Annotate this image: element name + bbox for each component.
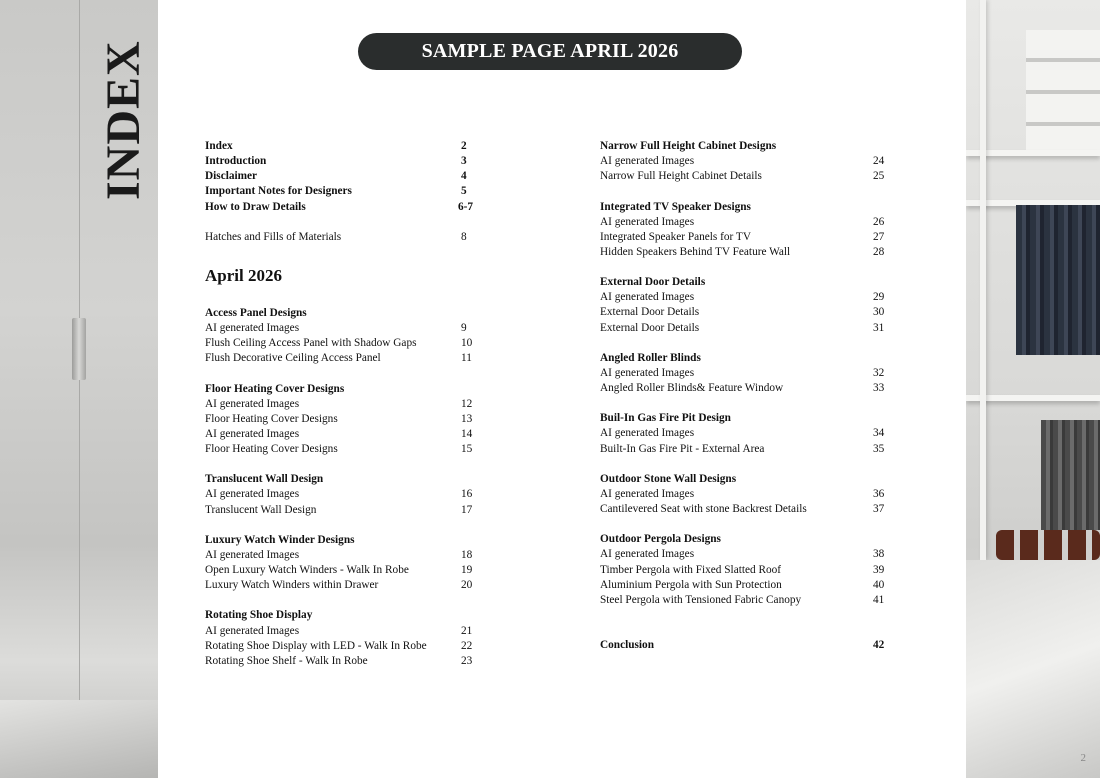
index-entry xyxy=(205,427,473,442)
spacer xyxy=(600,517,885,532)
entry-page-number xyxy=(873,351,885,366)
index-entry xyxy=(600,305,885,320)
index-entry xyxy=(600,366,885,381)
shelf xyxy=(966,395,1100,401)
entry-label: Rotating Shoe Shelf - Walk In Robe xyxy=(205,654,368,667)
index-entry xyxy=(600,169,885,184)
entry-page-number: 41 xyxy=(873,593,885,606)
index-entry xyxy=(600,154,885,169)
index-entry xyxy=(600,472,885,487)
section-heading: April 2026 xyxy=(205,265,282,285)
entry-label: AI generated Images xyxy=(205,488,300,501)
entry-page-number: 5 xyxy=(461,185,467,198)
spacer xyxy=(600,336,885,351)
spacer xyxy=(600,260,885,275)
entry-page-number: 11 xyxy=(461,352,472,365)
entry-label: AI generated Images xyxy=(600,427,695,440)
index-entry xyxy=(205,533,473,548)
entry-page-number: 33 xyxy=(873,382,885,394)
index-entry xyxy=(205,654,473,669)
entry-page-number: 2 xyxy=(461,140,467,152)
index-entry xyxy=(205,487,473,502)
spacer xyxy=(600,457,885,472)
entry-label: AI generated Images xyxy=(205,624,300,637)
door-handle xyxy=(72,318,86,380)
entry-label: AI generated Images xyxy=(600,155,695,168)
index-entry xyxy=(600,593,885,608)
index-left-column xyxy=(205,139,473,669)
entry-page-number xyxy=(461,608,473,623)
entry-page-number: 10 xyxy=(461,337,473,350)
entry-page-number: 31 xyxy=(873,321,885,334)
entry-label: AI generated Images xyxy=(600,487,695,500)
index-entry xyxy=(600,381,885,396)
entry-label: Open Luxury Watch Winders - Walk In Robe xyxy=(205,564,409,576)
spacer xyxy=(600,396,885,411)
entry-page-number: 12 xyxy=(461,397,473,410)
shoes xyxy=(996,530,1100,560)
index-right-column xyxy=(600,139,885,653)
entry-page-number: 13 xyxy=(461,412,473,425)
entry-label: Hidden Speakers Behind TV Feature Wall xyxy=(600,245,791,258)
index-entry xyxy=(600,563,885,578)
entry-page-number: 28 xyxy=(873,245,885,258)
entry-label: Disclaimer xyxy=(205,170,258,183)
entry-page-number xyxy=(461,533,473,548)
entry-page-number xyxy=(873,411,885,426)
entry-label: Floor Heating Cover Designs xyxy=(205,382,345,395)
entry-page-number xyxy=(461,382,473,397)
entry-label: External Door Details xyxy=(600,306,700,319)
index-entry xyxy=(600,411,885,426)
entry-page-number: 21 xyxy=(461,624,473,637)
entry-page-number: 19 xyxy=(461,564,473,576)
spacer xyxy=(600,623,885,638)
index-entry xyxy=(600,487,885,502)
entry-page-number: 42 xyxy=(873,639,885,652)
index-entry xyxy=(205,184,473,199)
spacer xyxy=(600,184,885,199)
entry-label: Angled Roller Blinds& Feature Window xyxy=(600,382,784,394)
entry-page-number: 35 xyxy=(873,442,885,455)
page-title-text: SAMPLE PAGE APRIL 2026 xyxy=(421,40,679,62)
entry-label: Angled Roller Blinds xyxy=(600,351,701,364)
entry-page-number: 30 xyxy=(873,306,885,319)
side-title: INDEX xyxy=(97,40,150,200)
entry-label: Integrated TV Speaker Designs xyxy=(600,200,751,213)
shelf xyxy=(966,150,1100,156)
index-entry xyxy=(600,321,885,336)
index-entry xyxy=(600,200,885,215)
spacer xyxy=(205,518,473,533)
entry-label: Outdoor Pergola Designs xyxy=(600,533,721,546)
entry-page-number: 24 xyxy=(873,155,885,168)
index-entry xyxy=(205,382,473,397)
index-entry xyxy=(205,321,473,336)
entry-label: Hatches and Fills of Materials xyxy=(205,230,342,243)
entry-page-number: 6-7 xyxy=(457,200,473,213)
entry-label: AI generated Images xyxy=(600,291,695,304)
entry-label: Narrow Full Height Cabinet Designs xyxy=(600,140,777,152)
entry-label: Integrated Speaker Panels for TV xyxy=(600,230,751,243)
index-entry xyxy=(205,336,473,351)
spacer xyxy=(205,215,473,230)
entry-page-number: 32 xyxy=(873,366,885,379)
spacer xyxy=(205,593,473,608)
spacer xyxy=(205,457,473,472)
entry-label: Timber Pergola with Fixed Slatted Roof xyxy=(600,563,782,576)
door-seam xyxy=(79,0,80,778)
entry-page-number: 40 xyxy=(873,578,885,591)
entry-label: Cantilevered Seat with stone Backrest Details xyxy=(600,503,807,515)
index-entry xyxy=(205,624,473,639)
entry-label: Conclusion xyxy=(600,639,654,652)
entry-label: Introduction xyxy=(205,155,267,168)
entry-page-number: 27 xyxy=(873,230,885,243)
index-entry xyxy=(600,426,885,441)
index-entry xyxy=(205,169,473,184)
entry-label: AI generated Images xyxy=(600,548,695,561)
index-entry xyxy=(600,275,885,290)
index-entry xyxy=(600,638,885,653)
entry-page-number: 4 xyxy=(461,170,467,183)
entry-page-number xyxy=(873,275,885,290)
entry-label: Important Notes for Designers xyxy=(205,185,352,198)
entry-label: How to Draw Details xyxy=(205,200,306,213)
entry-label: Buil-In Gas Fire Pit Design xyxy=(600,412,731,425)
entry-label: Built-In Gas Fire Pit - External Area xyxy=(600,442,765,455)
index-entry xyxy=(205,578,473,593)
entry-label: Luxury Watch Winders within Drawer xyxy=(205,579,379,592)
entry-page-number xyxy=(873,139,885,154)
entry-page-number: 39 xyxy=(873,563,885,576)
entry-page-number xyxy=(873,200,885,215)
index-entry xyxy=(205,639,473,654)
page-title xyxy=(358,33,742,70)
floor xyxy=(0,700,158,778)
entry-label: AI generated Images xyxy=(205,548,300,561)
entry-label: Rotating Shoe Display with LED - Walk In Robe xyxy=(205,639,427,652)
entry-page-number xyxy=(873,472,885,487)
entry-page-number: 8 xyxy=(461,230,467,243)
page-number: 2 xyxy=(1080,752,1086,764)
index-entry xyxy=(205,397,473,412)
index-entry xyxy=(600,578,885,593)
entry-label: Index xyxy=(205,140,233,152)
entry-label: Access Panel Designs xyxy=(205,306,307,319)
entry-page-number: 36 xyxy=(873,487,885,500)
entry-page-number: 16 xyxy=(461,488,473,501)
entry-label: Translucent Wall Design xyxy=(205,473,324,486)
index-entry xyxy=(600,245,885,260)
entry-label: Rotating Shoe Display xyxy=(205,609,313,622)
entry-label: Floor Heating Cover Designs xyxy=(205,443,338,455)
entry-label: AI generated Images xyxy=(205,427,300,440)
entry-label: Steel Pergola with Tensioned Fabric Canopy xyxy=(600,593,802,606)
index-entry xyxy=(205,154,473,169)
entry-label: Luxury Watch Winder Designs xyxy=(205,533,355,546)
entry-page-number: 15 xyxy=(461,443,473,455)
index-entry xyxy=(600,290,885,305)
entry-page-number: 37 xyxy=(873,503,885,515)
entry-page-number: 22 xyxy=(461,639,473,652)
index-entry xyxy=(600,215,885,230)
entry-label: Narrow Full Height Cabinet Details xyxy=(600,170,762,183)
index-entry xyxy=(205,503,473,518)
index-entry xyxy=(205,563,473,578)
index-entry xyxy=(205,412,473,427)
index-entry xyxy=(600,351,885,366)
entry-page-number: 17 xyxy=(461,503,473,516)
index-entry xyxy=(600,502,885,517)
index-entry xyxy=(205,442,473,457)
hanging-clothes xyxy=(1041,420,1100,530)
index-entry xyxy=(205,230,473,245)
entry-label: Flush Decorative Ceiling Access Panel xyxy=(205,352,381,365)
index-entry xyxy=(205,139,473,154)
index-entry xyxy=(600,442,885,457)
index-entry xyxy=(600,230,885,245)
entry-label: AI generated Images xyxy=(205,397,300,410)
hanging-clothes xyxy=(1016,205,1100,355)
entry-page-number: 26 xyxy=(873,215,885,228)
entry-label: AI generated Images xyxy=(600,215,695,228)
entry-page-number: 18 xyxy=(461,548,473,561)
entry-page-number: 29 xyxy=(873,291,885,304)
marble-floor xyxy=(966,560,1100,778)
entry-page-number: 23 xyxy=(461,654,473,667)
entry-label: Outdoor Stone Wall Designs xyxy=(600,472,737,485)
entry-label: Translucent Wall Design xyxy=(205,503,317,516)
entry-page-number: 9 xyxy=(461,322,467,334)
index-entry xyxy=(205,548,473,563)
entry-page-number: 3 xyxy=(461,155,467,168)
index-entry xyxy=(600,547,885,562)
spacer xyxy=(205,366,473,381)
entry-page-number: 14 xyxy=(461,427,473,440)
index-entry xyxy=(600,139,885,154)
entry-label: External Door Details xyxy=(600,276,706,289)
entry-label: External Door Details xyxy=(600,321,700,334)
entry-page-number: 25 xyxy=(873,170,885,183)
index-entry xyxy=(205,351,473,366)
entry-page-number xyxy=(461,472,473,487)
entry-label: AI generated Images xyxy=(205,322,300,334)
index-entry xyxy=(205,608,473,623)
index-entry xyxy=(205,200,473,215)
shelf-post xyxy=(980,0,986,560)
walk-in-closet-photo xyxy=(966,0,1100,778)
entry-label: Floor Heating Cover Designs xyxy=(205,412,338,425)
index-entry xyxy=(600,532,885,547)
entry-page-number xyxy=(873,532,885,547)
entry-page-number: 34 xyxy=(873,427,885,440)
entry-label: Flush Ceiling Access Panel with Shadow Gaps xyxy=(205,337,417,350)
index-entry xyxy=(205,472,473,487)
entry-page-number: 38 xyxy=(873,548,885,561)
entry-page-number: 20 xyxy=(461,579,473,592)
index-entry xyxy=(205,306,473,321)
spacer xyxy=(600,608,885,623)
entry-label: Aluminium Pergola with Sun Protection xyxy=(600,578,782,591)
entry-page-number xyxy=(461,306,473,321)
entry-label: AI generated Images xyxy=(600,366,695,379)
storage-boxes xyxy=(1026,30,1100,150)
